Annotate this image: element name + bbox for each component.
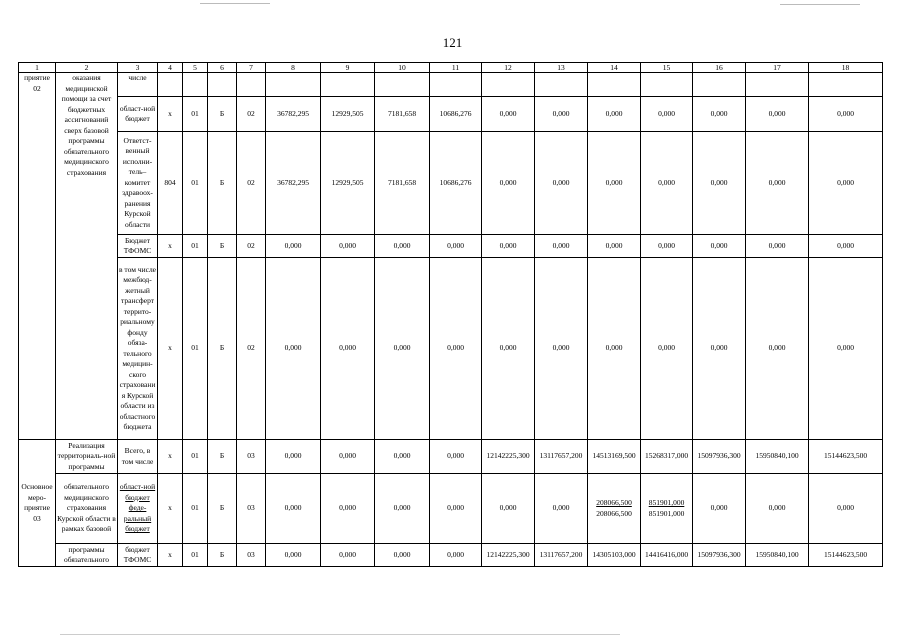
value-cell — [641, 474, 693, 544]
value-cell: 01 — [183, 97, 208, 132]
event-description: обязательного медицинского страхования Курской области в рамках базовой — [56, 474, 118, 544]
table-row — [19, 73, 883, 97]
event-cell: Основное меро-приятие 03 — [19, 440, 56, 567]
value-cell — [321, 73, 375, 97]
funding-source: област-ной бюджет — [118, 97, 158, 132]
value-cell: 0,000 — [535, 97, 588, 132]
value-cell: 13117657,200 — [535, 440, 588, 474]
value-cell — [641, 73, 693, 97]
value-cell: 0,000 — [693, 474, 746, 544]
value-cell: 0,000 — [266, 474, 321, 544]
value-cell: 0,000 — [588, 235, 641, 258]
value-cell — [183, 73, 208, 97]
value-cell: 01 — [183, 544, 208, 567]
column-header: 5 — [183, 63, 208, 73]
value-cell: 01 — [183, 474, 208, 544]
table-row — [19, 235, 883, 258]
value-line: 851901,000 — [648, 498, 685, 507]
event-description: оказания медицинской помощи за счет бюджетных ассигнований сверх базовой программы обязательного медицинского страхования — [56, 73, 118, 440]
value-cell: 14305103,000 — [588, 544, 641, 567]
column-header: 17 — [746, 63, 809, 73]
value-cell: Б — [208, 97, 237, 132]
value-cell: Б — [208, 474, 237, 544]
funding-source: числе — [118, 73, 158, 97]
column-header: 16 — [693, 63, 746, 73]
value-cell: 36782,295 — [266, 132, 321, 235]
value-cell: x — [158, 474, 183, 544]
value-cell: 36782,295 — [266, 97, 321, 132]
value-cell: Б — [208, 544, 237, 567]
value-cell: 0,000 — [641, 132, 693, 235]
value-cell — [482, 73, 535, 97]
value-cell: 0,000 — [482, 474, 535, 544]
column-header: 6 — [208, 63, 237, 73]
column-header: 18 — [809, 63, 883, 73]
funding-source: Всего, в том числе — [118, 440, 158, 474]
value-cell: 15268317,000 — [641, 440, 693, 474]
value-cell: 0,000 — [693, 258, 746, 440]
value-cell: 13117657,200 — [535, 544, 588, 567]
value-cell: 14513169,500 — [588, 440, 641, 474]
value-cell: 0,000 — [321, 440, 375, 474]
table-row — [19, 474, 883, 544]
value-cell: 804 — [158, 132, 183, 235]
value-cell — [158, 73, 183, 97]
value-cell: 0,000 — [266, 258, 321, 440]
value-cell: 15950840,100 — [746, 544, 809, 567]
value-cell: 0,000 — [375, 544, 430, 567]
value-cell: 15950840,100 — [746, 440, 809, 474]
value-cell: 0,000 — [321, 235, 375, 258]
value-cell — [588, 73, 641, 97]
value-cell — [535, 73, 588, 97]
value-cell: 0,000 — [746, 474, 809, 544]
value-cell: 03 — [237, 474, 266, 544]
column-header: 2 — [56, 63, 118, 73]
value-cell: 0,000 — [535, 235, 588, 258]
value-cell — [693, 73, 746, 97]
column-header: 10 — [375, 63, 430, 73]
column-header: 7 — [237, 63, 266, 73]
column-header: 3 — [118, 63, 158, 73]
event-description: Реализация территориаль-ной программы — [56, 440, 118, 474]
funding-source: област-ной бюджет феде-ральный бюджет — [118, 474, 158, 544]
value-cell: 10686,276 — [430, 132, 482, 235]
scan-artifact-top — [200, 3, 270, 4]
value-cell: 01 — [183, 440, 208, 474]
value-cell: 0,000 — [693, 235, 746, 258]
value-cell: 0,000 — [321, 544, 375, 567]
value-cell: x — [158, 97, 183, 132]
value-cell: 15144623,500 — [809, 544, 883, 567]
value-cell: x — [158, 440, 183, 474]
value-cell: 0,000 — [482, 97, 535, 132]
value-cell: Б — [208, 440, 237, 474]
value-cell: 0,000 — [430, 474, 482, 544]
column-header: 8 — [266, 63, 321, 73]
column-header: 14 — [588, 63, 641, 73]
value-cell: 02 — [237, 132, 266, 235]
value-cell: 12929,505 — [321, 132, 375, 235]
value-cell: 0,000 — [482, 235, 535, 258]
value-cell: Б — [208, 258, 237, 440]
value-cell: 01 — [183, 258, 208, 440]
value-cell: 0,000 — [266, 440, 321, 474]
column-header: 13 — [535, 63, 588, 73]
value-cell: 0,000 — [588, 258, 641, 440]
value-cell: 01 — [183, 235, 208, 258]
value-cell: Б — [208, 132, 237, 235]
funding-source: бюджет ТФОМС — [118, 544, 158, 567]
value-cell: 12929,505 — [321, 97, 375, 132]
value-cell — [809, 73, 883, 97]
value-cell: 10686,276 — [430, 97, 482, 132]
value-cell: 02 — [237, 97, 266, 132]
value-cell: 0,000 — [535, 258, 588, 440]
value-line: 851901,000 — [648, 508, 685, 518]
value-cell: 03 — [237, 440, 266, 474]
value-cell: 0,000 — [430, 440, 482, 474]
value-cell: 0,000 — [641, 97, 693, 132]
value-cell: 02 — [237, 235, 266, 258]
value-cell: 03 — [237, 544, 266, 567]
value-cell: x — [158, 544, 183, 567]
budget-table — [18, 62, 883, 567]
event-description: программы обязательного — [56, 544, 118, 567]
column-header: 12 — [482, 63, 535, 73]
value-cell: 0,000 — [746, 235, 809, 258]
value-cell: 0,000 — [641, 235, 693, 258]
value-cell: 12142225,300 — [482, 440, 535, 474]
column-header: 9 — [321, 63, 375, 73]
value-cell: 0,000 — [641, 258, 693, 440]
page-number: 121 — [442, 35, 463, 50]
table-row — [19, 440, 883, 474]
column-header: 15 — [641, 63, 693, 73]
value-cell: Б — [208, 235, 237, 258]
value-cell: 0,000 — [693, 97, 746, 132]
value-line: 208066,500 — [596, 498, 632, 507]
value-cell — [430, 73, 482, 97]
value-cell: 0,000 — [809, 474, 883, 544]
value-cell — [237, 73, 266, 97]
value-cell: 0,000 — [375, 235, 430, 258]
value-cell: 0,000 — [746, 97, 809, 132]
value-cell: 12142225,300 — [482, 544, 535, 567]
value-cell: 0,000 — [588, 97, 641, 132]
value-cell: 0,000 — [321, 474, 375, 544]
value-cell — [746, 73, 809, 97]
header-row — [19, 63, 883, 73]
table-row — [19, 97, 883, 132]
value-cell: 15097936,300 — [693, 440, 746, 474]
value-cell: 02 — [237, 258, 266, 440]
column-header: 11 — [430, 63, 482, 73]
table-row — [19, 132, 883, 235]
value-cell — [375, 73, 430, 97]
value-cell: 0,000 — [693, 132, 746, 235]
value-cell: 01 — [183, 132, 208, 235]
value-cell: 0,000 — [809, 132, 883, 235]
value-cell: 7181,658 — [375, 132, 430, 235]
value-line: 208066,500 — [596, 508, 632, 518]
value-cell: 0,000 — [430, 258, 482, 440]
value-cell: 0,000 — [266, 235, 321, 258]
scan-artifact-bottom — [60, 634, 620, 635]
value-cell: 14416416,000 — [641, 544, 693, 567]
value-cell — [208, 73, 237, 97]
value-cell: 0,000 — [746, 258, 809, 440]
value-cell: 0,000 — [430, 235, 482, 258]
value-cell: 0,000 — [375, 474, 430, 544]
value-cell: 0,000 — [375, 440, 430, 474]
value-cell: 0,000 — [746, 132, 809, 235]
value-cell: x — [158, 258, 183, 440]
value-cell: 0,000 — [375, 258, 430, 440]
value-cell: 0,000 — [482, 132, 535, 235]
column-header: 4 — [158, 63, 183, 73]
funding-source: Бюджет ТФОМС — [118, 235, 158, 258]
table-row — [19, 258, 883, 440]
funding-source: в том числе межбюд-жетный трансферт террито-риальному фонду обяза-тельного медицин-ского страхования Курской области из областного бюджета — [118, 258, 158, 440]
scan-artifact-top-right — [780, 4, 860, 5]
value-cell: 0,000 — [266, 544, 321, 567]
value-cell: 0,000 — [482, 258, 535, 440]
table-row — [19, 544, 883, 567]
value-cell: 15144623,500 — [809, 440, 883, 474]
value-cell: x — [158, 235, 183, 258]
value-cell: 0,000 — [809, 235, 883, 258]
value-cell — [266, 73, 321, 97]
value-cell: 0,000 — [430, 544, 482, 567]
funding-source: Ответст-венный исполни-тель– комитет здравоох-ранения Курской области — [118, 132, 158, 235]
column-header: 1 — [19, 63, 56, 73]
value-cell: 0,000 — [588, 132, 641, 235]
value-cell: 0,000 — [535, 132, 588, 235]
value-cell — [588, 474, 641, 544]
value-cell: 0,000 — [809, 97, 883, 132]
value-cell: 15097936,300 — [693, 544, 746, 567]
value-cell: 0,000 — [321, 258, 375, 440]
value-cell: 0,000 — [809, 258, 883, 440]
value-cell: 0,000 — [535, 474, 588, 544]
event-cell: приятие 02 — [19, 73, 56, 440]
value-cell: 7181,658 — [375, 97, 430, 132]
